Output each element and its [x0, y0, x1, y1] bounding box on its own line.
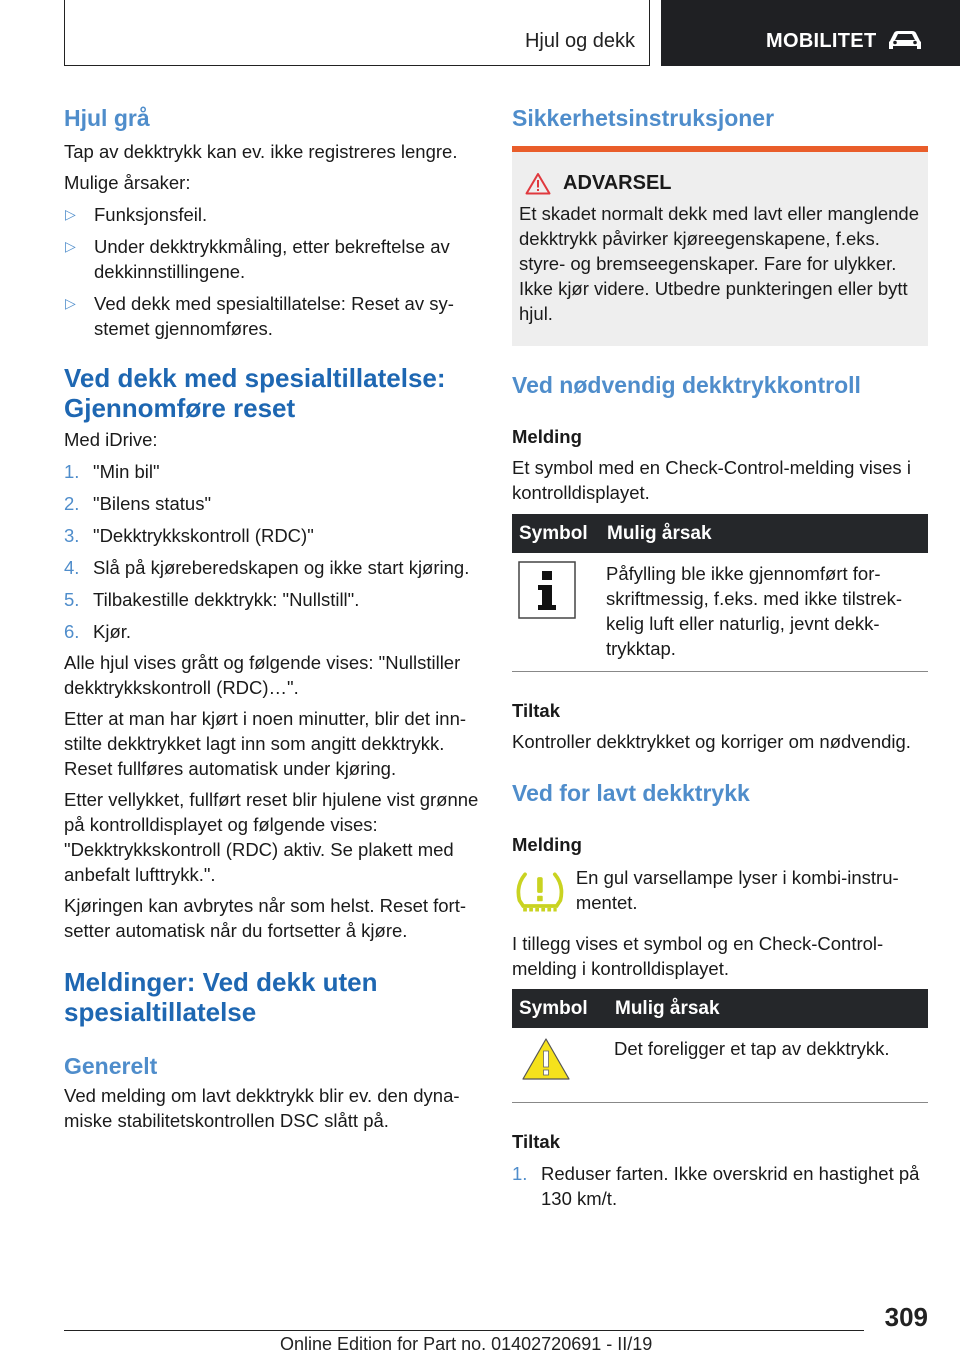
paragraph-idrive: Med iDrive:	[64, 429, 158, 450]
heading-wheel-grey: Hjul grå	[64, 105, 150, 131]
header-section-box	[64, 0, 650, 66]
footer-edition: Online Edition for Part no. 01402720691 - II/19	[280, 1334, 653, 1354]
warning-box	[512, 146, 928, 346]
info-icon	[518, 561, 576, 619]
header-chapter-box	[661, 0, 960, 66]
causes-list	[64, 202, 480, 341]
heading-required-check: Ved nødvendig dekktrykkontroll	[512, 372, 861, 398]
subheading-tiltak-1: Tiltak	[512, 700, 560, 721]
paragraph-general: Ved melding om lavt dekktrykk blir ev. den dynamiske stabilitetskontrollen DSC slått på.	[64, 1085, 460, 1131]
paragraph-all-grey: Alle hjul vises grått og følgende vises: "Nullstiller dekktrykkskontroll (RDC)…".	[64, 652, 461, 698]
table-header-cause: Mulig årsak	[600, 514, 928, 553]
warning-text: Et skadet normalt dekk med lavt eller manglende dekktrykk påvirker kjøreegenskapene, f.eks. styre- og bremseegenskaper. Fare for ulykker. Ikke kjør videre. Utbedre punkteringen eller bytt hjul.	[519, 203, 920, 324]
list-item: ▷ Ved dekk med spesialtillatelse: Reset av systemet gjennomføres.	[65, 293, 454, 339]
paragraph-success: Etter vellykket, fullført reset blir hjulene vist grønne på kontrolldisplayet og følgende vises: "Dekktrykkskontroll (RDC) aktiv. Se plakett med anbefalt lufttrykk.".	[64, 789, 479, 885]
list-item: ▷ Under dekktrykkmåling, etter bekreftelse av dekkinnstillingene.	[65, 236, 450, 282]
list-item: ▷ Funksjonsfeil.	[65, 204, 208, 225]
paragraph-loss: Tap av dekktrykk kan ev. ikke registreres lengre.	[64, 141, 458, 162]
heading-low-pressure: Ved for lavt dekktrykk	[512, 780, 750, 806]
list-item: 2. "Bilens status"	[64, 493, 212, 514]
subheading-melding-1: Melding	[512, 426, 582, 447]
symbol-table-1	[512, 514, 928, 672]
triangle-bullet-icon: ▷	[65, 206, 76, 222]
table-cell-cause: Det foreligger et tap av dekktrykk.	[608, 1028, 928, 1103]
list-item: 5. Tilbakestille dekktrykk: "Nullstill".	[64, 589, 360, 610]
paragraph-lamp: En gul varsellampe lyser i kombi-instrumentet.	[575, 867, 899, 913]
subheading-tiltak-2: Tiltak	[512, 1131, 560, 1152]
paragraph-tiltak-1: Kontroller dekktrykket og korriger om nødvendig.	[512, 731, 911, 752]
heading-messages: Meldinger: Ved dekk uten spesialtillatelse	[64, 967, 378, 1027]
table-header-cause: Mulig årsak	[608, 989, 928, 1028]
warning-triangle-icon	[520, 1036, 572, 1082]
table-header-symbol: Symbol	[512, 989, 608, 1028]
list-item: 4. Slå på kjøreberedskapen og ikke start kjøring.	[64, 557, 470, 578]
warning-triangle-icon	[525, 172, 551, 195]
heading-reset: Ved dekk med spesialtillatelse: Gjennomføre reset	[64, 363, 446, 423]
section-title: Hjul og dekk	[524, 30, 635, 52]
list-item: 3. "Dekktrykkskontroll (RDC)"	[64, 525, 314, 546]
heading-general: Generelt	[64, 1053, 158, 1079]
triangle-bullet-icon: ▷	[65, 238, 76, 254]
warning-title: ADVARSEL	[519, 172, 920, 195]
lamp-row	[512, 865, 928, 917]
chapter-title: MOBILITET	[766, 30, 877, 52]
table-row	[512, 1028, 928, 1103]
tire-pressure-warning-icon	[512, 867, 568, 917]
list-item: 1. Reduser farten. Ikke overskrid en hastighet på 130 km/t.	[512, 1163, 920, 1209]
triangle-bullet-icon: ▷	[65, 295, 76, 311]
symbol-table-2	[512, 989, 928, 1103]
page-number: 309	[884, 1302, 928, 1332]
heading-safety: Sikkerhetsinstruksjoner	[512, 105, 775, 131]
paragraph-causes: Mulige årsaker:	[64, 172, 191, 193]
footer-divider	[64, 1330, 864, 1331]
subheading-melding-2: Melding	[512, 834, 582, 855]
reset-steps-list	[64, 459, 480, 644]
table-cell-cause: Påfylling ble ikke gjennomført forskriftmessig, f.eks. med ikke tilstrekkelig luft eller naturlig, jevnt dekktrykktap.	[600, 553, 928, 672]
right-column	[512, 100, 928, 1211]
tiltak-steps-list	[512, 1161, 928, 1211]
list-item: 6. Kjør.	[64, 621, 132, 642]
table-header-symbol: Symbol	[512, 514, 600, 553]
car-icon	[887, 28, 923, 52]
table-row	[512, 553, 928, 672]
paragraph-after-driving: Etter at man har kjørt i noen minutter, blir det innstilte dekktrykket lagt inn som angitt dekktrykk. Reset fullføres automatisk under kjøring.	[64, 708, 467, 779]
paragraph-abort: Kjøringen kan avbrytes når som helst. Reset fortsetter automatisk når du fortsetter å kjøre.	[64, 895, 467, 941]
list-item: 1. "Min bil"	[64, 461, 160, 482]
left-column	[64, 100, 480, 1133]
paragraph-symbol-2: I tillegg vises et symbol og en Check-Control-melding i kontrolldisplayet.	[512, 933, 884, 979]
paragraph-symbol-1: Et symbol med en Check-Control-melding vises i kontrolldisplayet.	[512, 457, 911, 503]
